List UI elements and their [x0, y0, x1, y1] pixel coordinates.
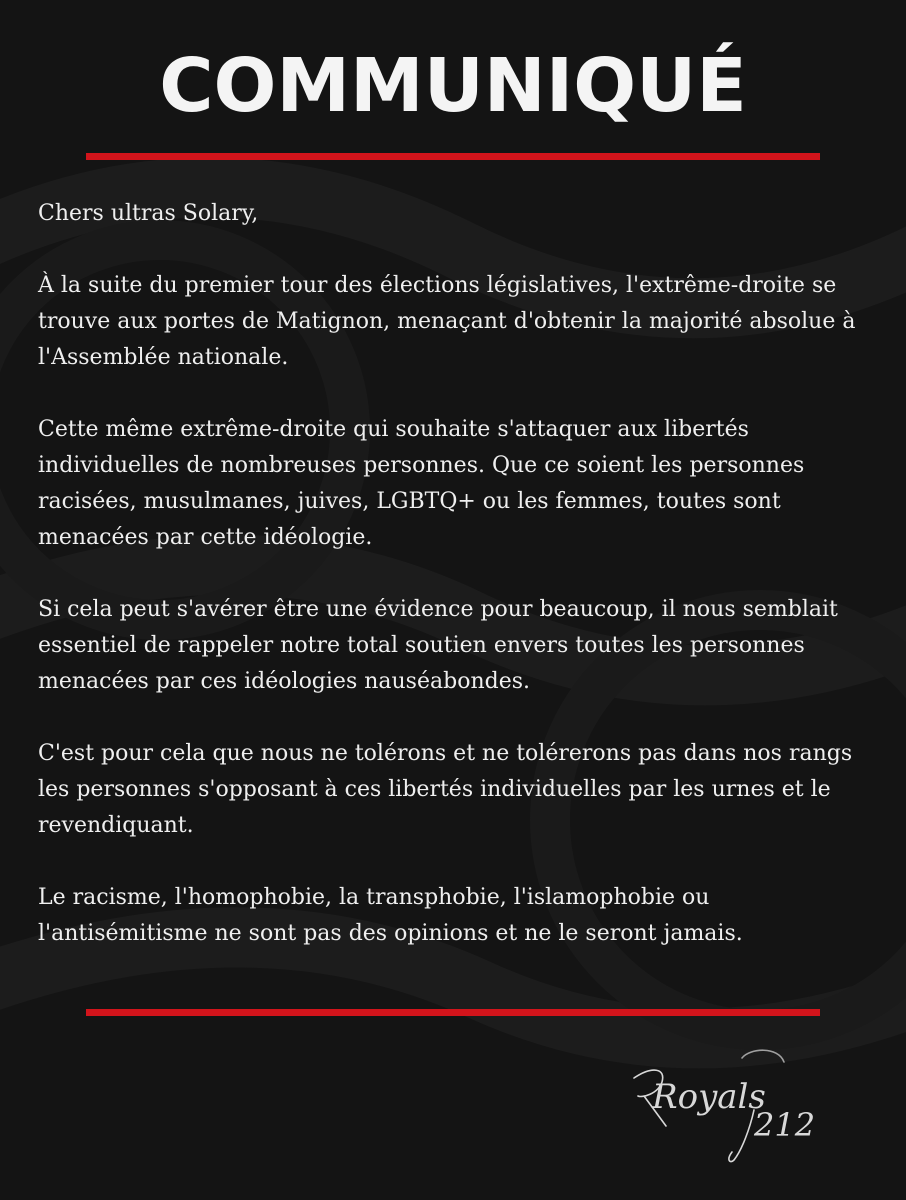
page-title: COMMUNIQUÉ	[159, 43, 747, 129]
paragraph-1: À la suite du premier tour des élections législatives, l'extrême-droite se trouve aux portes de Matignon, menaçant d'obtenir la majorité absolue à l'Assemblée nationale.	[38, 273, 856, 370]
signature	[622, 1038, 842, 1168]
paragraph-2: Cette même extrême-droite qui souhaite s'attaquer aux libertés individuelles de nombreuses personnes. Que ce soient les personnes racisées, musulmanes, juives, LGBTQ+ ou les femmes, toutes sont menacées par cette idéologie.	[38, 417, 805, 550]
paragraph-5: Le racisme, l'homophobie, la transphobie, l'islamophobie ou l'antisémitisme ne sont pas des opinions et ne le seront jamais.	[38, 885, 743, 946]
signature-name: Royals	[652, 1077, 766, 1117]
communique-body	[38, 196, 878, 988]
top-divider	[86, 153, 820, 160]
greeting: Chers ultras Solary,	[38, 201, 259, 226]
signature-number: 212	[754, 1106, 816, 1144]
bottom-divider	[86, 1009, 820, 1016]
paragraph-3: Si cela peut s'avérer être une évidence pour beaucoup, il nous semblait essentiel de rappeler notre total soutien envers toutes les personnes menacées par ces idéologies nauséabondes.	[38, 597, 838, 694]
paragraph-4: C'est pour cela que nous ne tolérons et ne tolérerons pas dans nos rangs les personnes s'opposant à ces libertés individuelles par les urnes et le revendiquant.	[38, 741, 853, 838]
